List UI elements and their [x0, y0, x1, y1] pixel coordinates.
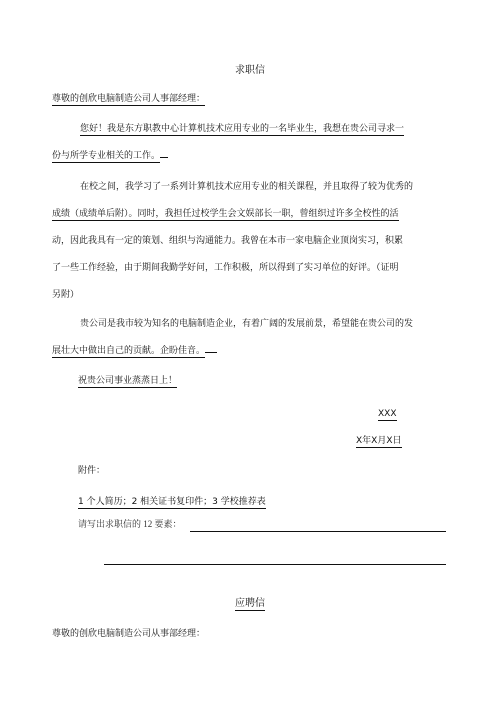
paragraph-2-line-2: 成绩（成绩单后附）。同时，我担任过校学生会文娱部长一职，曾组织过许多全校性的活 [52, 209, 399, 219]
attachments-list: 1 个人简历；2 相关证书复印件；3 学校推荐表 [78, 497, 266, 507]
exercise-prompt: 请写出求职信的 12 要素： [78, 519, 182, 529]
paragraph-3-line-2: 展壮大中做出自己的贡献。企盼佳音。 [52, 347, 217, 356]
date: X年X月X日 [356, 436, 402, 446]
exercise-blank-line-2[interactable] [104, 564, 446, 565]
letter-title: 求职信 [235, 65, 265, 76]
letter-2-salutation: 尊敬的创欣电脑制造公司从事部经理： [52, 629, 206, 639]
closing-line: 祝贵公司事业蒸蒸日上！ [78, 376, 178, 386]
paragraph-3-line-1: 贵公司是我市较为知名的电脑制造企业，有着广阔的发展前景，希望能在贵公司的发 [80, 319, 414, 329]
attachments-label: 附件： [78, 466, 106, 476]
letter-2-title: 应聘信 [235, 598, 265, 609]
paragraph-2-line-1: 在校之间，我学习了一系列计算机技术应用专业的相关课程，并且取得了较为优秀的 [80, 182, 414, 192]
exercise-blank-line-1[interactable] [190, 531, 446, 532]
paragraph-2-line-3: 动，因此我具有一定的策划、组织与沟通能力。我曾在本市一家电脑企业顶岗实习，积累 [52, 236, 404, 246]
salutation: 尊敬的创欣电脑制造公司人事部经理： [52, 94, 206, 104]
signature: XXX [378, 409, 397, 419]
paragraph-2-line-5: 另附） [52, 290, 80, 300]
paragraph-2-line-4: 了一些工作经验，由于期间我勤学好问，工作积极，所以得到了实习单位的好评。（证明 [52, 263, 399, 273]
paragraph-1-line-1: 您好！我是东方职教中心计算机技术应用专业的一名毕业生，我想在贵公司寻求一 [80, 124, 405, 134]
paragraph-1-line-2: 份与所学专业相关的工作。 [52, 152, 168, 161]
